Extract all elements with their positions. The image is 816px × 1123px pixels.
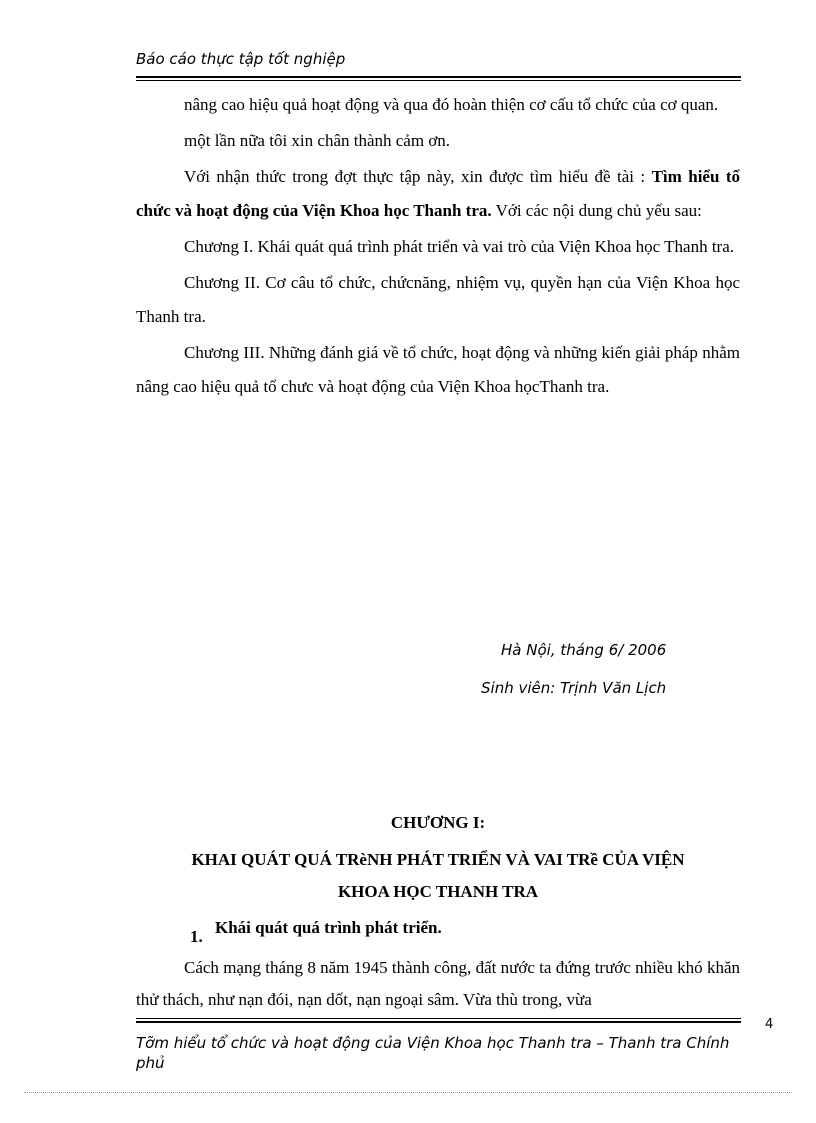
paragraph-3-outro: Với các nội dung chủ yếu sau: — [491, 201, 702, 220]
chapter-title-line-1: KHAI QUÁT QUÁ TRèNH PHÁT TRIỂN VÀ VAI TRề CỦA VIỆN — [191, 850, 685, 869]
paragraph-2: một lần nữa tôi xin chân thành cảm ơn. — [184, 131, 451, 150]
thesis-topic: Tìm hiểu tổ chức và hoạt động của Viện Khoa học Thanh tra. — [136, 167, 741, 220]
chapter-heading: CHƯƠNG I: — [390, 813, 486, 832]
footer-rule-thin — [136, 1018, 741, 1019]
paragraph-3 — [136, 160, 740, 228]
section-title: Khái quát quá trình phát triển. — [215, 918, 442, 937]
chapter-body-text — [136, 952, 740, 1016]
page-header: Báo cáo thực tập tốt nghiệp — [136, 50, 346, 68]
header-rule-thin — [136, 80, 741, 81]
section-number: 1. — [190, 927, 203, 946]
page-number: 4 — [765, 1017, 774, 1032]
outline-chapter-3: Chương III. Những đánh giá về tổ chức, hoạt động và những kiến giải pháp nhằm nâng cao hiệu quả tổ chưc và hoạt động của Viện Khoa họcThanh tra. — [136, 343, 740, 396]
student-signature: Sinh viên: Trịnh Văn Lịch — [481, 679, 667, 697]
chapter-title-line-2: KHOA HỌC THANH TRA — [337, 882, 539, 901]
page-footer: Tỡm hiểu tổ chức và hoạt động của Viện Khoa học Thanh tra – Thanh tra Chính phủ — [136, 1034, 730, 1072]
chapter-paragraph: Cách mạng tháng 8 năm 1945 thành công, đất nước ta đứng trước nhiều khó khăn thử thách, như nạn đói, nạn dốt, nạn ngoại sâm. Vừa thù trong, vừa — [136, 958, 740, 1009]
paragraph-1: nâng cao hiệu quả hoạt động và qua đó hoàn thiện cơ cấu tổ chức của cơ quan. — [184, 95, 719, 114]
body-text — [136, 88, 740, 404]
place-date: Hà Nội, tháng 6/ 2006 — [501, 641, 667, 659]
outline-chapter-1: Chương I. Khái quát quá trình phát triển và vai trò của Viện Khoa học Thanh tra. — [184, 237, 735, 256]
paragraph-3-intro: Với nhận thức trong đợt thực tập này, xin được tìm hiểu đề tài : — [184, 167, 652, 186]
header-rule-thick — [136, 76, 741, 78]
outline-chapter-2: Chương II. Cơ câu tổ chức, chứcnăng, nhiệm vụ, quyền hạn của Viện Khoa học Thanh tra. — [136, 273, 740, 326]
footer-rule-thick — [136, 1021, 741, 1023]
page-bottom-divider — [24, 1092, 792, 1093]
